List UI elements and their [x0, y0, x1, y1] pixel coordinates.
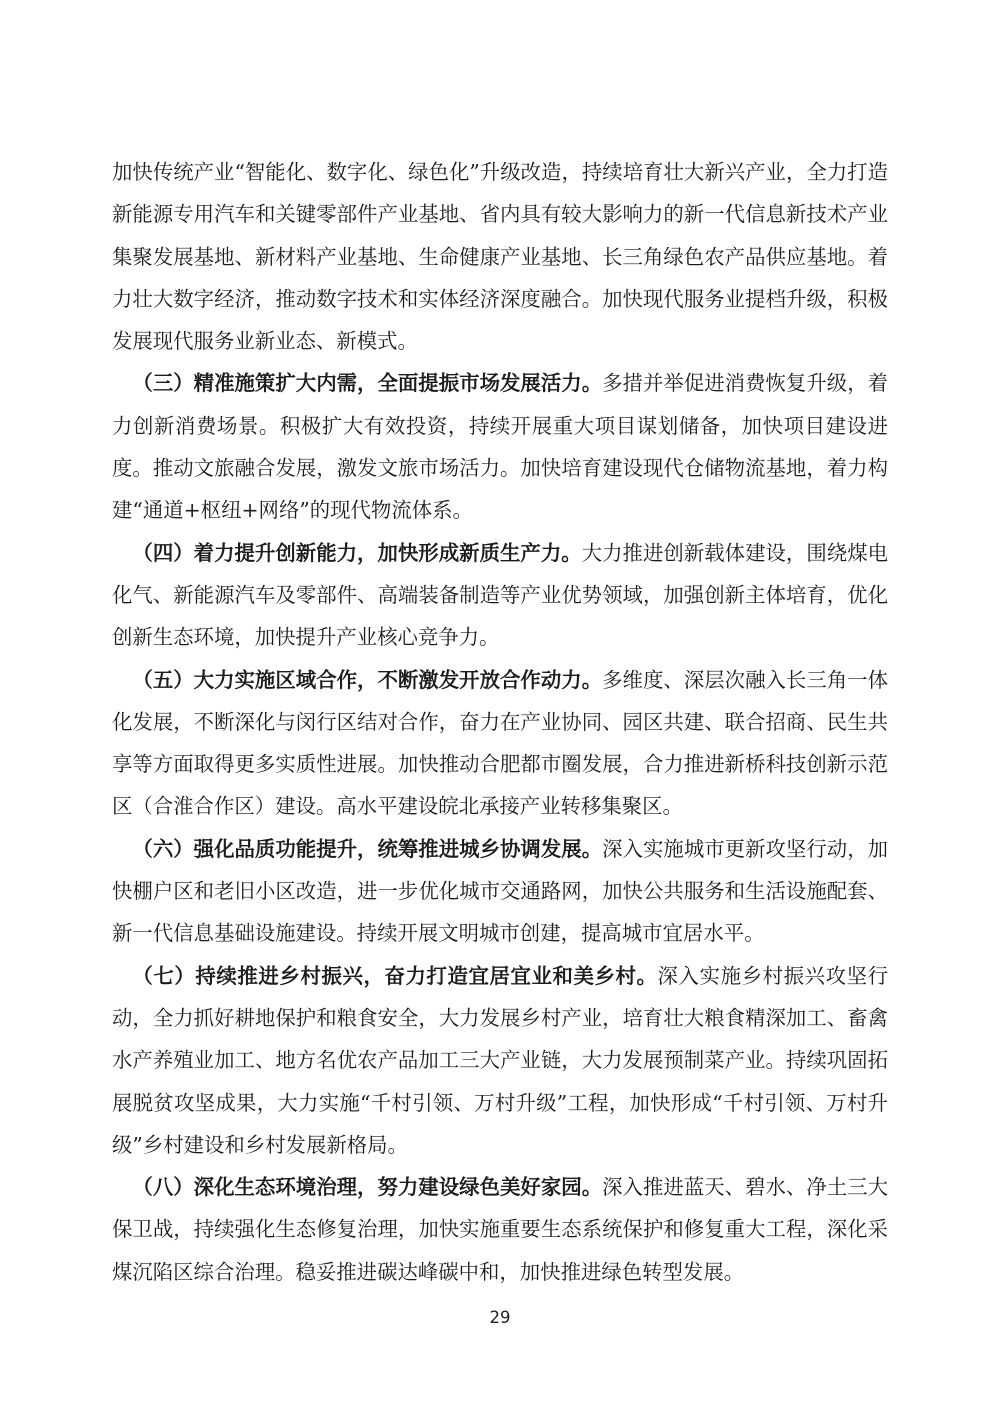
- paragraph-item-3: [112, 362, 888, 531]
- paragraph-body: 多维度、深层次融入长三角一体化发展，不断深化与闵行区结对合作，奋力在产业协同、园区共建、联合招商、民生共享等方面取得更多实质性进展。加快推动合肥都市圈发展，合力推进新桥科技创新示范区（合淮合作区）建设。高水平建设皖北承接产业转移集聚区。: [112, 667, 889, 819]
- paragraph-body: 加快传统产业“智能化、数字化、绿色化”升级改造，持续培育壮大新兴产业，全力打造新能源专用汽车和关键零部件产业基地、省内具有较大影响力的新一代信息新技术产业集聚发展基地、新材料产业基地、生命健康产业基地、长三角绿色农产品供应基地。着力壮大数字经济，推动数字技术和实体经济深度融合。加快现代服务业提档升级，积极发展现代服务业新业态、新模式。: [112, 160, 888, 354]
- document-body: [112, 151, 888, 1293]
- paragraph-lead: （四）着力提升创新能力，加快形成新质生产力。: [132, 540, 582, 565]
- paragraph-item-5: [112, 659, 888, 828]
- paragraph-item-6: [112, 828, 888, 955]
- paragraph-lead: （六）强化品质功能提升，统筹推进城乡协调发展。: [132, 836, 603, 861]
- page-footer: [0, 1308, 1000, 1327]
- paragraph-body: 大力推进创新载体建设，围绕煤电化气、新能源汽车及零部件、高端装备制造等产业优势领域，加强创新主体培育，优化创新生态环境，加快提升产业核心竞争力。: [112, 540, 889, 650]
- paragraph-body: 深入实施乡村振兴攻坚行动，全力抓好耕地保护和粮食安全，大力发展乡村产业，培育壮大粮食精深加工、畜禽水产养殖业加工、地方名优农产品加工三大产业链，大力发展预制菜产业。持续巩固拓展脱贫攻坚成果，大力实施“千村引领、万村升级”工程，加快形成“千村引领、万村升级”乡村建设和乡村发展新格局。: [112, 963, 888, 1157]
- paragraph-lead: （七）持续推进乡村振兴，奋力打造宜居宜业和美乡村。: [132, 963, 658, 988]
- paragraph-lead: （五）大力实施区域合作，不断激发开放合作动力。: [132, 667, 603, 692]
- paragraph-item-4: [112, 532, 888, 659]
- paragraph-item-8: [112, 1166, 888, 1293]
- page-number: 29: [489, 1308, 511, 1327]
- paragraph-body: 多措并举促进消费恢复升级，着力创新消费场景。积极扩大有效投资，持续开展重大项目谋划储备，加快项目建设进度。推动文旅融合发展，激发文旅市场活力。加快培育建设现代仓储物流基地，着力构建“通道+枢纽+网络”的现代物流体系。: [112, 371, 889, 523]
- paragraph-item-7: [112, 955, 888, 1166]
- paragraph-body: 深入实施城市更新攻坚行动，加快棚户区和老旧小区改造，进一步优化城市交通路网，加快公共服务和生活设施配套、新一代信息基础设施建设。持续开展文明城市创建，提高城市宜居水平。: [112, 836, 889, 946]
- paragraph-body: 深入推进蓝天、碧水、净土三大保卫战，持续强化生态修复治理，加快实施重要生态系统保护和修复重大工程，深化采煤沉陷区综合治理。稳妥推进碳达峰碳中和，加快推进绿色转型发展。: [112, 1175, 889, 1284]
- paragraph-continuation: [112, 151, 888, 362]
- paragraph-lead: （三）精准施策扩大内需，全面提振市场发展活力。: [132, 371, 603, 396]
- paragraph-lead: （八）深化生态环境治理，努力建设绿色美好家园。: [132, 1175, 603, 1200]
